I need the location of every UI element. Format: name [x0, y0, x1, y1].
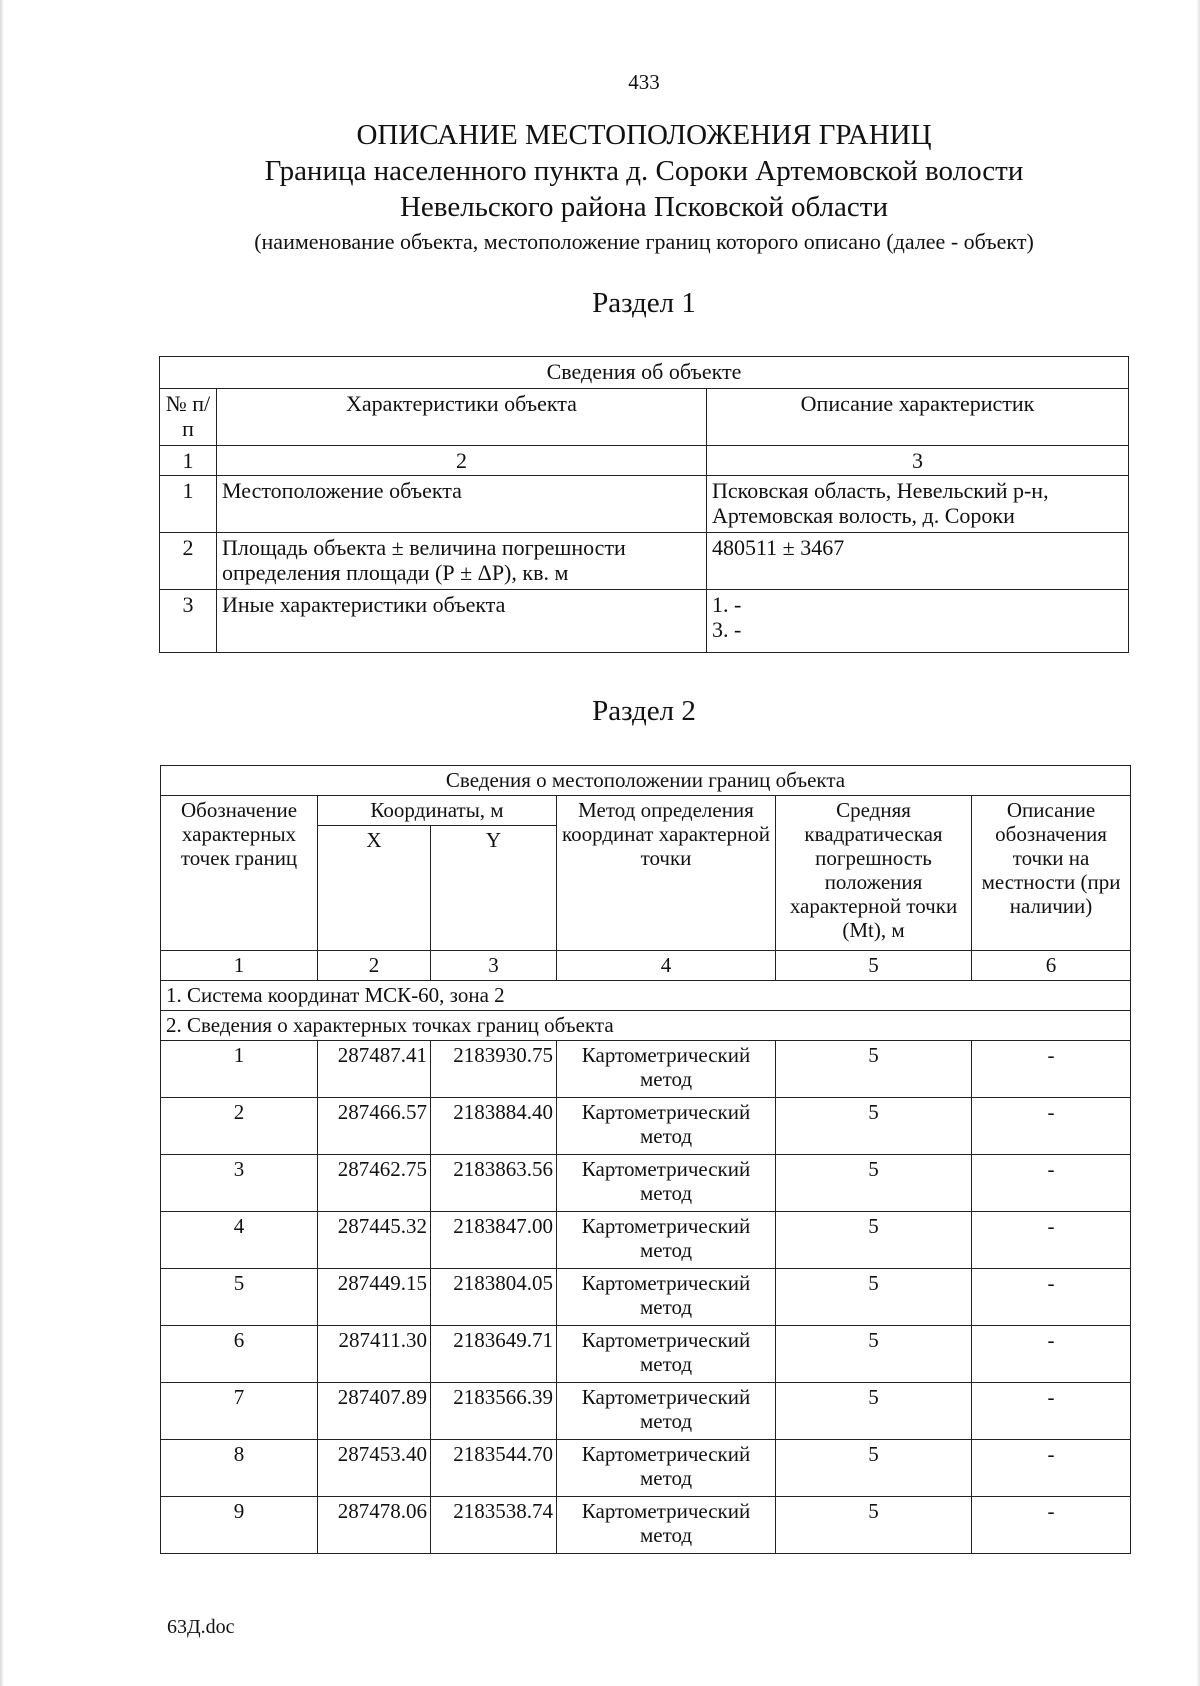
point-mt: 5 — [776, 1212, 972, 1269]
colnum-3: 3 — [707, 446, 1129, 476]
point-id: 6 — [161, 1326, 318, 1383]
point-y: 2183847.00 — [431, 1212, 557, 1269]
point-mt: 5 — [776, 1383, 972, 1440]
row-number: 1 — [160, 476, 217, 533]
point-id: 9 — [161, 1497, 318, 1554]
point-x: 287487.41 — [318, 1041, 431, 1098]
row-number: 3 — [160, 590, 217, 653]
point-method: Картометрический метод — [557, 1497, 776, 1554]
point-x: 287466.57 — [318, 1098, 431, 1155]
object-info-header-row — [160, 389, 1129, 446]
table-row — [161, 1440, 1131, 1497]
table-row — [161, 1269, 1131, 1326]
row-description — [707, 590, 1129, 653]
header-description: Описание характеристик — [707, 389, 1129, 446]
point-y: 2183884.40 — [431, 1098, 557, 1155]
point-description: - — [972, 1497, 1131, 1554]
points-body — [161, 1041, 1131, 1554]
document-subtitle-line2: Невельского района Псковской области — [399, 191, 888, 223]
point-mt: 5 — [776, 1326, 972, 1383]
colnum-2: 2 — [217, 446, 707, 476]
header-coordinates: Координаты, м — [318, 796, 557, 826]
point-description: - — [972, 1269, 1131, 1326]
points-caption-row — [161, 1011, 1131, 1041]
table-row — [160, 476, 1129, 533]
section2-title: Раздел 2 — [592, 695, 696, 727]
point-x: 287407.89 — [318, 1383, 431, 1440]
point-mt: 5 — [776, 1098, 972, 1155]
point-method: Картометрический метод — [557, 1212, 776, 1269]
point-x: 287411.30 — [318, 1326, 431, 1383]
document-subtitle-line1: Граница населенного пункта д. Сороки Артемовской волости — [264, 155, 1024, 187]
header-point-designation: Обозначение характерных точек границ — [161, 796, 318, 951]
row-characteristic: Местоположение объекта — [217, 476, 707, 533]
document-header — [160, 117, 1128, 257]
point-id: 2 — [161, 1098, 318, 1155]
point-y: 2183649.71 — [431, 1326, 557, 1383]
point-description: - — [972, 1383, 1131, 1440]
section1-title: Раздел 1 — [592, 287, 696, 319]
point-mt: 5 — [776, 1440, 972, 1497]
document-title: ОПИСАНИЕ МЕСТОПОЛОЖЕНИЯ ГРАНИЦ — [356, 119, 932, 151]
header-y: Y — [431, 826, 557, 951]
header-method: Метод определения координат характерной точки — [557, 796, 776, 951]
point-y: 2183804.05 — [431, 1269, 557, 1326]
point-method: Картометрический метод — [557, 1326, 776, 1383]
point-method: Картометрический метод — [557, 1041, 776, 1098]
row-description-line: 3. - — [712, 617, 742, 642]
footer-filename: 63Д.doc — [167, 1616, 235, 1638]
boundary-points-caption-row — [161, 766, 1131, 796]
table-row — [160, 533, 1129, 590]
point-y: 2183863.56 — [431, 1155, 557, 1212]
document-title-note: (наименование объекта, местоположение границ которого описано (далее - объект) — [254, 229, 1034, 254]
row-description — [707, 476, 1129, 533]
point-description: - — [972, 1098, 1131, 1155]
scan-edge-right — [1196, 0, 1200, 1686]
point-y: 2183544.70 — [431, 1440, 557, 1497]
row-description-line: Псковская область, Невельский р-н, — [712, 478, 1049, 503]
point-description: - — [972, 1041, 1131, 1098]
header-characteristics: Характеристики объекта — [217, 389, 707, 446]
point-x: 287462.75 — [318, 1155, 431, 1212]
point-method: Картометрический метод — [557, 1440, 776, 1497]
row-description-line: 1. - — [712, 592, 742, 617]
point-mt: 5 — [776, 1269, 972, 1326]
row-description — [707, 533, 1129, 590]
point-description: - — [972, 1155, 1131, 1212]
object-info-table — [159, 356, 1129, 653]
point-method: Картометрический метод — [557, 1383, 776, 1440]
colnum-1: 1 — [160, 446, 217, 476]
boundary-points-table — [160, 765, 1131, 1554]
header-mean-error: Средняя квадратическая погрешность положения характерной точки (Mt), м — [776, 796, 972, 951]
object-info-colnum-row — [160, 446, 1129, 476]
header-point-description: Описание обозначения точки на местности (при наличии) — [972, 796, 1131, 951]
point-description: - — [972, 1326, 1131, 1383]
point-x: 287453.40 — [318, 1440, 431, 1497]
table-row — [161, 1155, 1131, 1212]
point-method: Картометрический метод — [557, 1269, 776, 1326]
point-id: 1 — [161, 1041, 318, 1098]
header-x: X — [318, 826, 431, 951]
point-y: 2183566.39 — [431, 1383, 557, 1440]
point-y: 2183538.74 — [431, 1497, 557, 1554]
row-characteristic: Площадь объекта ± величина погрешности определения площади (Р ± ΔР), кв. м — [217, 533, 707, 590]
point-mt: 5 — [776, 1497, 972, 1554]
point-id: 8 — [161, 1440, 318, 1497]
colnum-2: 2 — [318, 951, 431, 981]
table-row — [161, 1098, 1131, 1155]
point-description: - — [972, 1212, 1131, 1269]
point-method: Картометрический метод — [557, 1155, 776, 1212]
row-number: 2 — [160, 533, 217, 590]
colnum-1: 1 — [161, 951, 318, 981]
row-description-line: 480511 ± 3467 — [712, 535, 845, 560]
row-description-line: Артемовская волость, д. Сороки — [712, 503, 1015, 528]
row-characteristic: Иные характеристики объекта — [217, 590, 707, 653]
colnum-5: 5 — [776, 951, 972, 981]
table-row — [161, 1041, 1131, 1098]
scan-edge-left — [0, 0, 4, 1686]
point-description: - — [972, 1440, 1131, 1497]
point-x: 287445.32 — [318, 1212, 431, 1269]
coord-system: 1. Система координат МСК-60, зона 2 — [161, 981, 1131, 1011]
table-row — [161, 1383, 1131, 1440]
boundary-colnum-row — [161, 951, 1131, 981]
point-mt: 5 — [776, 1155, 972, 1212]
object-info-caption: Сведения об объекте — [160, 357, 1129, 389]
table-row — [161, 1326, 1131, 1383]
point-id: 4 — [161, 1212, 318, 1269]
point-id: 7 — [161, 1383, 318, 1440]
table-row — [160, 590, 1129, 653]
points-caption: 2. Сведения о характерных точках границ объекта — [161, 1011, 1131, 1041]
point-x: 287478.06 — [318, 1497, 431, 1554]
coord-system-row — [161, 981, 1131, 1011]
boundary-header-row — [161, 796, 1131, 826]
object-info-caption-row — [160, 357, 1129, 389]
table-row — [161, 1212, 1131, 1269]
colnum-4: 4 — [557, 951, 776, 981]
table-row — [161, 1497, 1131, 1554]
point-method: Картометрический метод — [557, 1098, 776, 1155]
point-id: 5 — [161, 1269, 318, 1326]
boundary-points-caption: Сведения о местоположении границ объекта — [161, 766, 1131, 796]
point-id: 3 — [161, 1155, 318, 1212]
page-number: 433 — [628, 70, 660, 94]
point-mt: 5 — [776, 1041, 972, 1098]
point-x: 287449.15 — [318, 1269, 431, 1326]
colnum-3: 3 — [431, 951, 557, 981]
header-number: № п/п — [160, 389, 217, 446]
colnum-6: 6 — [972, 951, 1131, 981]
point-y: 2183930.75 — [431, 1041, 557, 1098]
